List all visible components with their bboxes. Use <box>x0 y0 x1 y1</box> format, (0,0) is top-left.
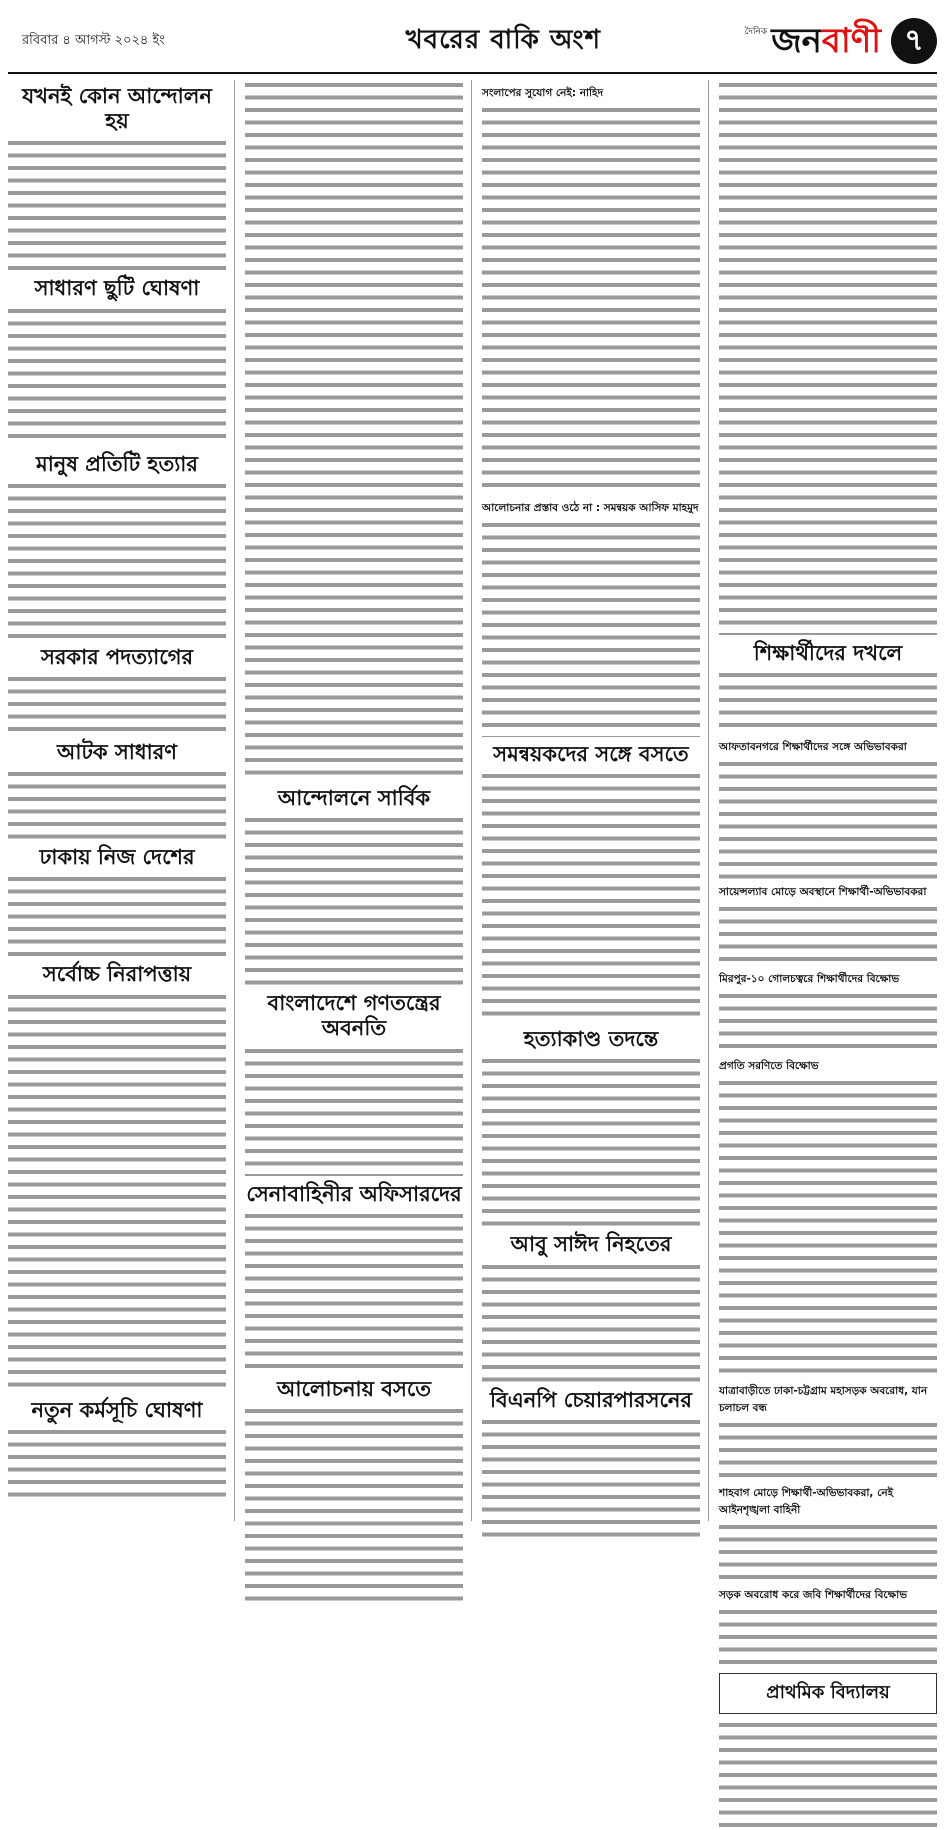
article-text <box>482 520 700 730</box>
subhead-aftabnagar: আফতাবনগরে শিক্ষার্থীদের সঙ্গে অভিভাবকরা <box>719 741 907 754</box>
headline-andolone-sarbik: আন্দোলনে সার্বিক <box>277 786 431 810</box>
article-text <box>719 759 937 879</box>
article-text <box>482 1262 700 1382</box>
article-text <box>8 306 226 446</box>
subhead-alochonar-prostab: আলোচনার প্রস্তাব ওঠে না : সমন্বয়ক আসিফ মাহমুদ <box>482 502 699 514</box>
article-text <box>8 769 226 839</box>
headline-sadharon-chuti: সাধারণ ছুটি ঘোষণা <box>34 276 200 301</box>
subhead-mirpur: মিরপুর-১০ গোলচত্বরে শিক্ষার্থীদের বিক্ষোভ <box>719 973 900 986</box>
headline-dhakay-nij: ঢাকায় নিজ দেশের <box>39 845 195 870</box>
masthead <box>8 10 937 74</box>
logo-name <box>771 21 881 61</box>
article-text <box>245 1046 463 1176</box>
article-text <box>719 1420 937 1480</box>
article-text <box>8 874 226 956</box>
headline-prathomik-biddaloy: প্রাথমিক বিদ্যালয় <box>719 1673 937 1714</box>
headline-shikkharthider-dokhole: শিক্ষার্থীদের দখলে <box>753 641 903 665</box>
logo-part2: বাণী <box>821 21 881 61</box>
column-4 <box>719 80 937 1704</box>
subhead-sciencelab: সায়েন্সল্যাব মোড়ে অবস্থানে শিক্ষার্থী-অভিভাবকরা <box>719 886 927 899</box>
article-text <box>8 138 226 270</box>
article-text <box>245 815 463 985</box>
article-text <box>719 80 937 635</box>
column-1 <box>8 80 235 1521</box>
article-text <box>8 481 226 639</box>
headline-sarkar-podottag: সরকার পদত্যাগের <box>40 644 194 669</box>
article-text <box>719 1078 937 1378</box>
subhead-shahbag: শাহবাগ মোড়ে শিক্ষার্থী-অভিভাবকরা, নেই আইনশৃঙ্খলা বাহিনী <box>719 1487 894 1517</box>
logo-part1: জন <box>771 21 822 61</box>
article-text <box>245 80 463 780</box>
column-2 <box>245 80 472 1521</box>
headline-somonnoyokder: সমন্বয়কদের সঙ্গে বসতে <box>493 742 689 766</box>
article-text <box>482 771 700 1021</box>
headline-manush-hotta: মানুষ প্রতিটি হত্যার <box>36 451 198 476</box>
subhead-jatrabari: যাত্রাবাড়ীতে ঢাকা-চট্টগ্রাম মহাসড়ক অবরোধ, যান চলাচল বন্ধ <box>719 1385 928 1415</box>
logo-small-text: দৈনিক <box>744 27 768 37</box>
headline-notun-kormosuchi: নতুন কর্মসূচি ঘোষণা <box>31 1397 203 1422</box>
headline-alochonay-boste: আলোচনায় বসতে <box>276 1376 432 1401</box>
article-text <box>8 992 226 1392</box>
headline-gonotontro-obonoti: বাংলাদেশে গণতন্ত্রের অবনতি <box>267 991 441 1041</box>
page-number-badge: ৭ <box>891 18 937 64</box>
article-text <box>719 991 937 1053</box>
article-text <box>482 1417 700 1537</box>
article-text <box>719 904 937 966</box>
article-text <box>482 105 700 495</box>
article-text <box>719 1720 937 1830</box>
subhead-jobi: সড়ক অবরোধ করে জবি শিক্ষার্থীদের বিক্ষোভ <box>719 1589 908 1602</box>
article-text <box>719 1522 937 1582</box>
subhead-progoti-sarani: প্রগতি সরণিতে বিক্ষোভ <box>719 1060 819 1073</box>
column-3 <box>482 80 709 1521</box>
issue-date: রবিবার ৪ আগস্ট ২০২৪ ইং <box>22 32 165 48</box>
article-text <box>245 1211 463 1371</box>
article-text <box>719 670 937 734</box>
headline-atok-sadharon: আটক সাধারণ <box>56 739 177 764</box>
article-columns <box>8 80 937 1704</box>
headline-bnp-chairperson: বিএনপি চেয়ারপারসনের <box>490 1387 692 1412</box>
divider <box>482 736 700 737</box>
headline-sorbocco: সর্বোচ্চ নিরাপত্তায় <box>42 962 192 987</box>
headline-hottakando: হত্যাকাণ্ড তদন্তে <box>523 1027 659 1052</box>
article-text <box>719 1607 937 1667</box>
article-text <box>8 674 226 734</box>
subhead-songlap: সংলাপের সুযোগ নেই: নাহিদ <box>482 87 604 99</box>
article-text <box>482 1056 700 1226</box>
headline-abu-sayed: আবু সাঈদ নিহতের <box>510 1232 672 1257</box>
article-text <box>245 1406 463 1606</box>
headline-senabahini: সেনাবাহিনীর অফিসারদের <box>246 1181 462 1206</box>
newspaper-logo <box>745 18 937 64</box>
article-text <box>8 1427 226 1497</box>
section-title: খবরের বাকি অংশ <box>405 25 601 55</box>
headline-jokhoni: যখনই কোন আন্দোলন হয় <box>22 84 212 134</box>
